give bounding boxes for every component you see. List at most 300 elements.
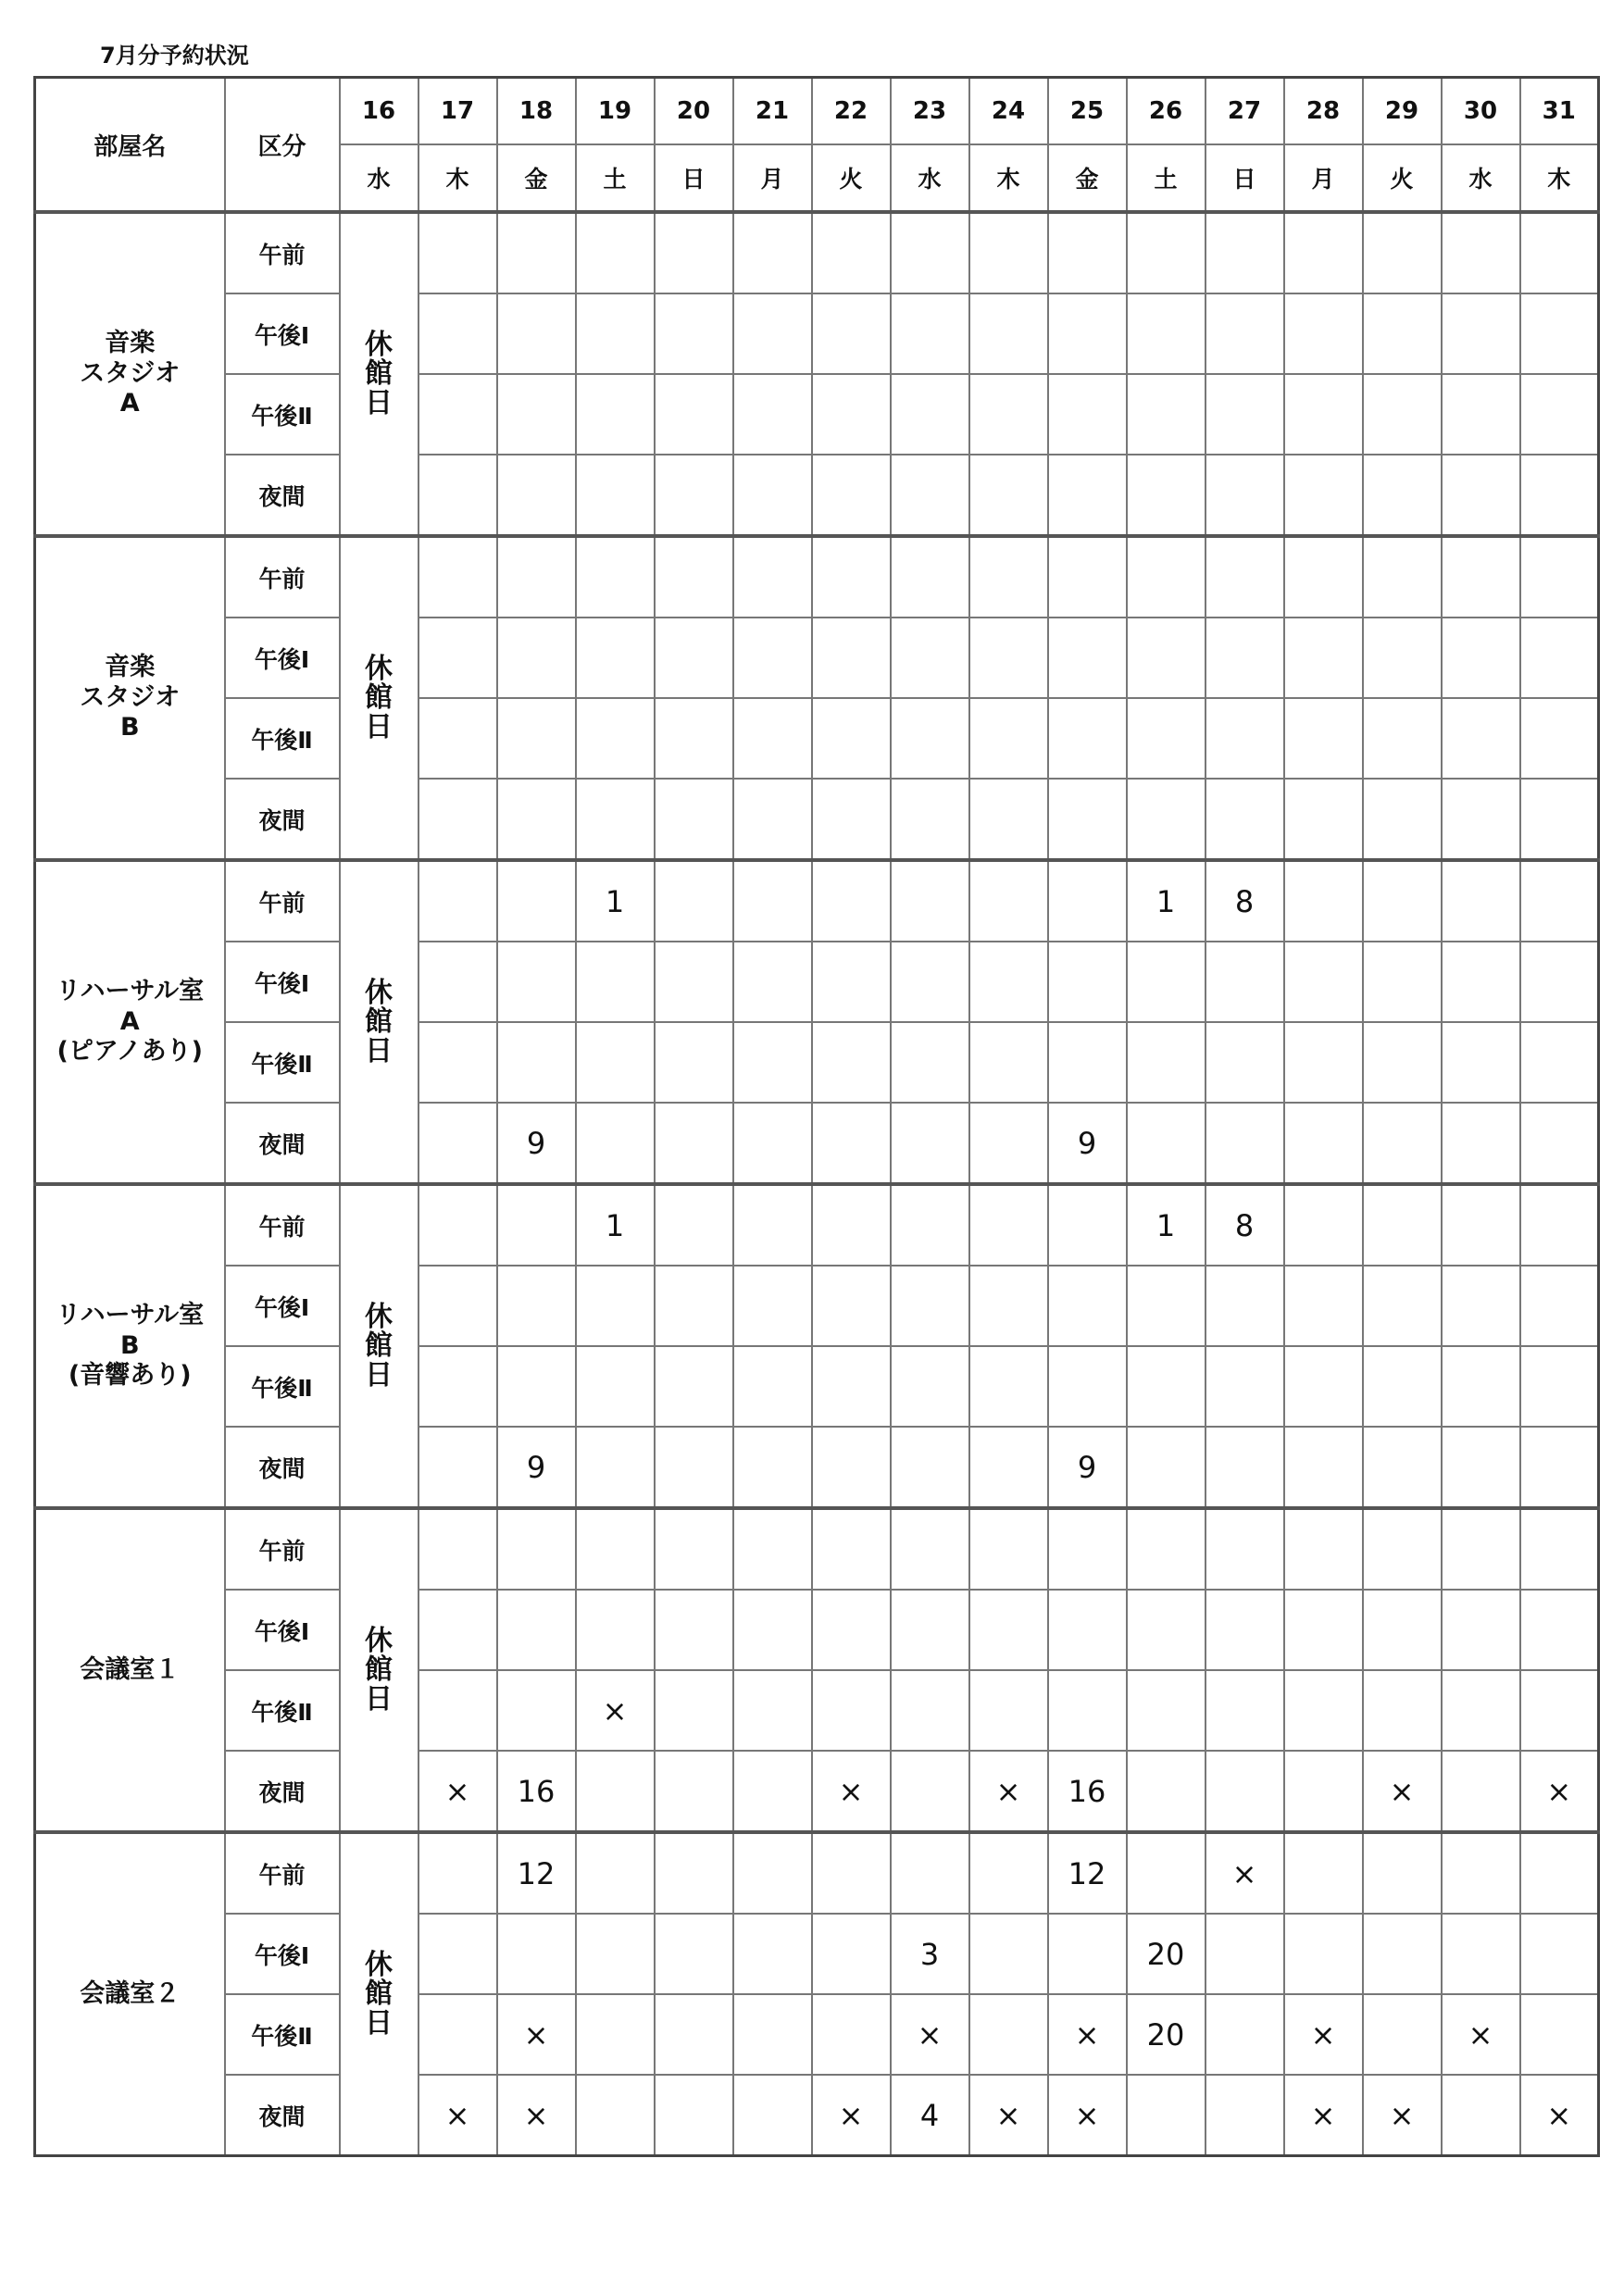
date-header: 26 [1127,78,1206,145]
reservation-cell: × [1520,2075,1599,2156]
reservation-cell: × [497,1994,576,2075]
reservation-cell [576,455,655,536]
reservation-cell [1363,942,1442,1022]
reservation-cell [576,293,655,374]
reservation-cell [1048,1508,1127,1590]
reservation-cell: 16 [1048,1751,1127,1832]
reservation-cell [1363,1832,1442,1914]
reservation-cell [969,1022,1048,1103]
reservation-cell [733,455,812,536]
reservation-cell [1127,779,1206,860]
reservation-cell [1284,1590,1363,1670]
reservation-cell [497,536,576,618]
reservation-cell: 9 [497,1103,576,1184]
reservation-cell [1284,1266,1363,1346]
reservation-cell [1048,1184,1127,1266]
table-row [35,698,1599,779]
reservation-cell [497,1670,576,1751]
slot-label: 夜間 [225,779,340,860]
weekday-header: 月 [1284,144,1363,212]
reservation-cell [812,1508,891,1590]
date-header: 25 [1048,78,1127,145]
reservation-cell [497,293,576,374]
reservation-cell [1363,1103,1442,1184]
slot-label: 午前 [225,860,340,942]
reservation-cell [1206,293,1284,374]
reservation-cell [812,1590,891,1670]
reservation-cell [1284,536,1363,618]
reservation-cell [497,860,576,942]
slot-label: 午前 [225,1184,340,1266]
reservation-cell [1048,374,1127,455]
reservation-cell [1206,1103,1284,1184]
reservation-cell [655,455,733,536]
reservation-cell [655,1427,733,1508]
room-name: 会議室１ [35,1508,225,1832]
weekday-header: 水 [1442,144,1520,212]
reservation-cell [969,212,1048,293]
table-row [35,618,1599,698]
reservation-cell: × [1363,1751,1442,1832]
reservation-cell [1442,1266,1520,1346]
reservation-cell [1520,1266,1599,1346]
reservation-cell: 16 [497,1751,576,1832]
reservation-cell [969,1914,1048,1994]
reservation-cell [1363,1590,1442,1670]
reservation-cell [497,1346,576,1427]
reservation-cell [733,1994,812,2075]
reservation-cell: 1 [1127,1184,1206,1266]
reservation-cell [733,860,812,942]
header-room-name: 部屋名 [35,78,225,213]
reservation-cell [1127,212,1206,293]
reservation-cell [1206,1670,1284,1751]
reservation-cell: 8 [1206,860,1284,942]
reservation-cell [576,1832,655,1914]
slot-label: 夜間 [225,1751,340,1832]
weekday-header: 木 [418,144,497,212]
reservation-cell [891,374,969,455]
slot-label: 午後Ⅱ [225,374,340,455]
reservation-cell [969,942,1048,1022]
reservation-cell [1284,1022,1363,1103]
reservation-cell [1048,1590,1127,1670]
date-header: 22 [812,78,891,145]
weekday-header: 日 [1206,144,1284,212]
reservation-cell [1048,212,1127,293]
reservation-cell [969,1590,1048,1670]
reservation-cell [576,2075,655,2156]
reservation-cell [1442,779,1520,860]
reservation-cell [733,942,812,1022]
table-row [35,1427,1599,1508]
reservation-cell [733,698,812,779]
reservation-cell [1048,1266,1127,1346]
reservation-cell [733,1832,812,1914]
room-name: リハーサル室 B (音響あり) [35,1184,225,1508]
slot-label: 午後Ⅰ [225,1266,340,1346]
reservation-cell [1206,1022,1284,1103]
slot-label: 午後Ⅰ [225,293,340,374]
reservation-cell [497,1914,576,1994]
table-row [35,2075,1599,2156]
reservation-cell [1520,1670,1599,1751]
reservation-cell [1206,779,1284,860]
reservation-cell [1127,1508,1206,1590]
slot-label: 午後Ⅰ [225,1914,340,1994]
reservation-cell [655,212,733,293]
reservation-cell [812,1022,891,1103]
reservation-cell [497,698,576,779]
reservation-cell [812,293,891,374]
reservation-cell [733,1427,812,1508]
reservation-cell [812,1427,891,1508]
slot-label: 午前 [225,1508,340,1590]
reservation-cell [1520,1508,1599,1590]
reservation-cell [1442,212,1520,293]
reservation-cell [1206,1994,1284,2075]
reservation-cell [1127,455,1206,536]
reservation-cell: 1 [1127,860,1206,942]
reservation-cell [812,374,891,455]
reservation-cell [655,1022,733,1103]
reservation-cell [418,1427,497,1508]
reservation-cell [1284,455,1363,536]
reservation-cell [733,1670,812,1751]
reservation-cell [1442,455,1520,536]
reservation-cell [1048,1670,1127,1751]
table-row [35,293,1599,374]
table-row [35,860,1599,942]
reservation-cell [891,1022,969,1103]
reservation-cell [655,860,733,942]
reservation-cell [1520,1103,1599,1184]
reservation-cell [1206,698,1284,779]
table-row [35,536,1599,618]
reservation-cell [1520,1832,1599,1914]
date-header: 31 [1520,78,1599,145]
reservation-cell [1442,942,1520,1022]
reservation-cell: × [1284,1994,1363,2075]
reservation-cell [1206,1914,1284,1994]
weekday-header: 土 [1127,144,1206,212]
slot-label: 午後Ⅱ [225,1670,340,1751]
slot-label: 午前 [225,212,340,293]
reservation-cell [1442,1508,1520,1590]
reservation-cell [1206,1346,1284,1427]
weekday-header: 土 [576,144,655,212]
reservation-cell [1284,1914,1363,1994]
reservation-cell [969,1670,1048,1751]
slot-label: 午後Ⅱ [225,1346,340,1427]
weekday-header: 木 [1520,144,1599,212]
reservation-cell [1284,1670,1363,1751]
reservation-cell [1520,618,1599,698]
reservation-cell [418,698,497,779]
reservation-cell [1206,1427,1284,1508]
reservation-cell [497,1508,576,1590]
slot-label: 夜間 [225,1427,340,1508]
reservation-cell [891,698,969,779]
reservation-cell [1363,618,1442,698]
reservation-cell [1048,536,1127,618]
reservation-cell: 9 [497,1427,576,1508]
reservation-cell [733,212,812,293]
reservation-cell [1284,1751,1363,1832]
slot-label: 午後Ⅱ [225,1022,340,1103]
reservation-cell [812,1184,891,1266]
reservation-cell [1284,779,1363,860]
reservation-cell [1127,942,1206,1022]
weekday-header: 水 [891,144,969,212]
reservation-cell [1363,212,1442,293]
reservation-cell [1520,1022,1599,1103]
reservation-cell: × [576,1670,655,1751]
reservation-cell [1206,374,1284,455]
reservation-cell [655,1266,733,1346]
reservation-cell: 20 [1127,1914,1206,1994]
reservation-cell [655,536,733,618]
date-header: 20 [655,78,733,145]
reservation-cell [576,1346,655,1427]
reservation-cell [1127,1022,1206,1103]
reservation-cell [1520,698,1599,779]
reservation-cell [891,1427,969,1508]
slot-label: 夜間 [225,1103,340,1184]
reservation-cell [576,536,655,618]
reservation-cell [1048,455,1127,536]
reservation-cell [1442,1670,1520,1751]
date-header: 21 [733,78,812,145]
reservation-cell [733,1184,812,1266]
reservation-cell [655,1994,733,2075]
reservation-cell [1442,1590,1520,1670]
reservation-cell [1363,779,1442,860]
reservation-cell: × [812,2075,891,2156]
reservation-cell: 3 [891,1914,969,1994]
reservation-cell [733,1022,812,1103]
reservation-cell [576,1590,655,1670]
reservation-cell [418,618,497,698]
reservation-cell [733,618,812,698]
reservation-cell [1127,618,1206,698]
reservation-cell [1520,374,1599,455]
reservation-cell [655,779,733,860]
slot-label: 午後Ⅱ [225,1994,340,2075]
reservation-cell: 12 [497,1832,576,1914]
reservation-cell [812,942,891,1022]
reservation-cell [969,1103,1048,1184]
reservation-cell [1442,1184,1520,1266]
reservation-cell [733,1266,812,1346]
reservation-cell [1520,942,1599,1022]
reservation-cell [969,1266,1048,1346]
reservation-cell [969,698,1048,779]
reservation-cell [655,1914,733,1994]
slot-label: 夜間 [225,2075,340,2156]
reservation-cell [1206,618,1284,698]
reservation-cell [891,1670,969,1751]
reservation-cell [576,374,655,455]
reservation-cell [1048,1346,1127,1427]
room-name: 会議室２ [35,1832,225,2156]
table-row [35,1751,1599,1832]
table-row [35,1022,1599,1103]
slot-label: 夜間 [225,455,340,536]
reservation-cell [1520,212,1599,293]
reservation-cell [1206,1508,1284,1590]
reservation-cell [576,1751,655,1832]
reservation-cell [1048,698,1127,779]
reservation-cell [576,698,655,779]
reservation-cell [1520,860,1599,942]
reservation-cell: 9 [1048,1103,1127,1184]
reservation-cell [1284,942,1363,1022]
reservation-cell [1284,1427,1363,1508]
reservation-cell [733,1508,812,1590]
reservation-cell [576,1994,655,2075]
table-row [35,1266,1599,1346]
date-header: 19 [576,78,655,145]
reservation-cell [1363,1022,1442,1103]
weekday-header: 水 [340,144,418,212]
reservation-cell [1520,1914,1599,1994]
reservation-cell [1520,1994,1599,2075]
reservation-cell [1127,536,1206,618]
reservation-cell [1206,1590,1284,1670]
reservation-cell [1363,1914,1442,1994]
reservation-cell [576,942,655,1022]
reservation-cell [1363,536,1442,618]
reservation-cell [418,1103,497,1184]
reservation-cell [1520,1346,1599,1427]
reservation-cell [733,536,812,618]
reservation-cell [812,1266,891,1346]
reservation-cell [891,1751,969,1832]
reservation-cell: × [418,1751,497,1832]
slot-label: 午後Ⅱ [225,698,340,779]
table-row [35,779,1599,860]
reservation-cell [1442,1427,1520,1508]
reservation-cell [891,1103,969,1184]
reservation-cell: × [1442,1994,1520,2075]
date-header: 30 [1442,78,1520,145]
reservation-cell [1206,1266,1284,1346]
reservation-cell [418,1832,497,1914]
table-row [35,1103,1599,1184]
reservation-cell [969,860,1048,942]
reservation-cell [1442,374,1520,455]
reservation-cell [969,1184,1048,1266]
reservation-cell [812,1670,891,1751]
reservation-cell [1127,1266,1206,1346]
reservation-cell: × [1520,1751,1599,1832]
reservation-cell [812,1103,891,1184]
reservation-cell [497,1590,576,1670]
reservation-cell [891,860,969,942]
reservation-cell [969,618,1048,698]
reservation-cell [891,1346,969,1427]
reservation-cell [1127,1832,1206,1914]
page-title: 7月分予約状況 [100,43,249,69]
reservation-cell [418,779,497,860]
table-row [35,212,1599,293]
closed-day-label: 休 館 日 [340,212,418,536]
reservation-cell [1520,536,1599,618]
weekday-header: 月 [733,144,812,212]
reservation-cell [418,293,497,374]
reservation-cell [576,1103,655,1184]
reservation-cell [1127,1751,1206,1832]
reservation-cell [655,1184,733,1266]
reservation-cell [1048,1022,1127,1103]
reservation-cell [1442,1103,1520,1184]
slot-label: 午前 [225,536,340,618]
reservation-cell [969,1427,1048,1508]
reservation-cell [497,1022,576,1103]
reservation-cell: 8 [1206,1184,1284,1266]
reservation-cell [1284,618,1363,698]
reservation-cell [655,1832,733,1914]
reservation-cell [1284,1346,1363,1427]
reservation-cell [733,1103,812,1184]
closed-day-label: 休 館 日 [340,860,418,1184]
reservation-cell [969,1508,1048,1590]
reservation-cell [1206,536,1284,618]
reservation-cell [1442,2075,1520,2156]
reservation-cell [655,1346,733,1427]
reservation-cell [1284,212,1363,293]
reservation-cell [891,1184,969,1266]
reservation-cell [1520,455,1599,536]
reservation-cell [1127,2075,1206,2156]
weekday-header: 金 [497,144,576,212]
weekday-header: 日 [655,144,733,212]
reservation-cell [1206,2075,1284,2156]
reservation-cell [1363,1508,1442,1590]
reservation-cell [655,618,733,698]
reservation-cell [655,293,733,374]
reservation-cell [655,374,733,455]
reservation-cell [1127,698,1206,779]
room-name: リハーサル室 A (ピアノあり) [35,860,225,1184]
reservation-cell [812,779,891,860]
reservation-cell [497,212,576,293]
reservation-cell [1520,1427,1599,1508]
reservation-cell [418,942,497,1022]
reservation-cell [1442,1022,1520,1103]
reservation-cell [655,2075,733,2156]
reservation-cell [1127,1103,1206,1184]
reservation-cell [1363,374,1442,455]
reservation-cell [1127,1427,1206,1508]
reservation-cell [1048,618,1127,698]
reservation-cell: × [1206,1832,1284,1914]
reservation-cell [1442,293,1520,374]
reservation-cell [1284,860,1363,942]
reservation-cell [1127,1590,1206,1670]
reservation-cell [418,455,497,536]
reservation-cell [1442,698,1520,779]
reservation-cell [655,1670,733,1751]
reservation-table [33,76,1600,2157]
table-row [35,1670,1599,1751]
reservation-cell [969,536,1048,618]
table-row [35,1832,1599,1914]
reservation-cell [1048,293,1127,374]
reservation-cell [1363,1184,1442,1266]
room-name: 音楽 スタジオ A [35,212,225,536]
